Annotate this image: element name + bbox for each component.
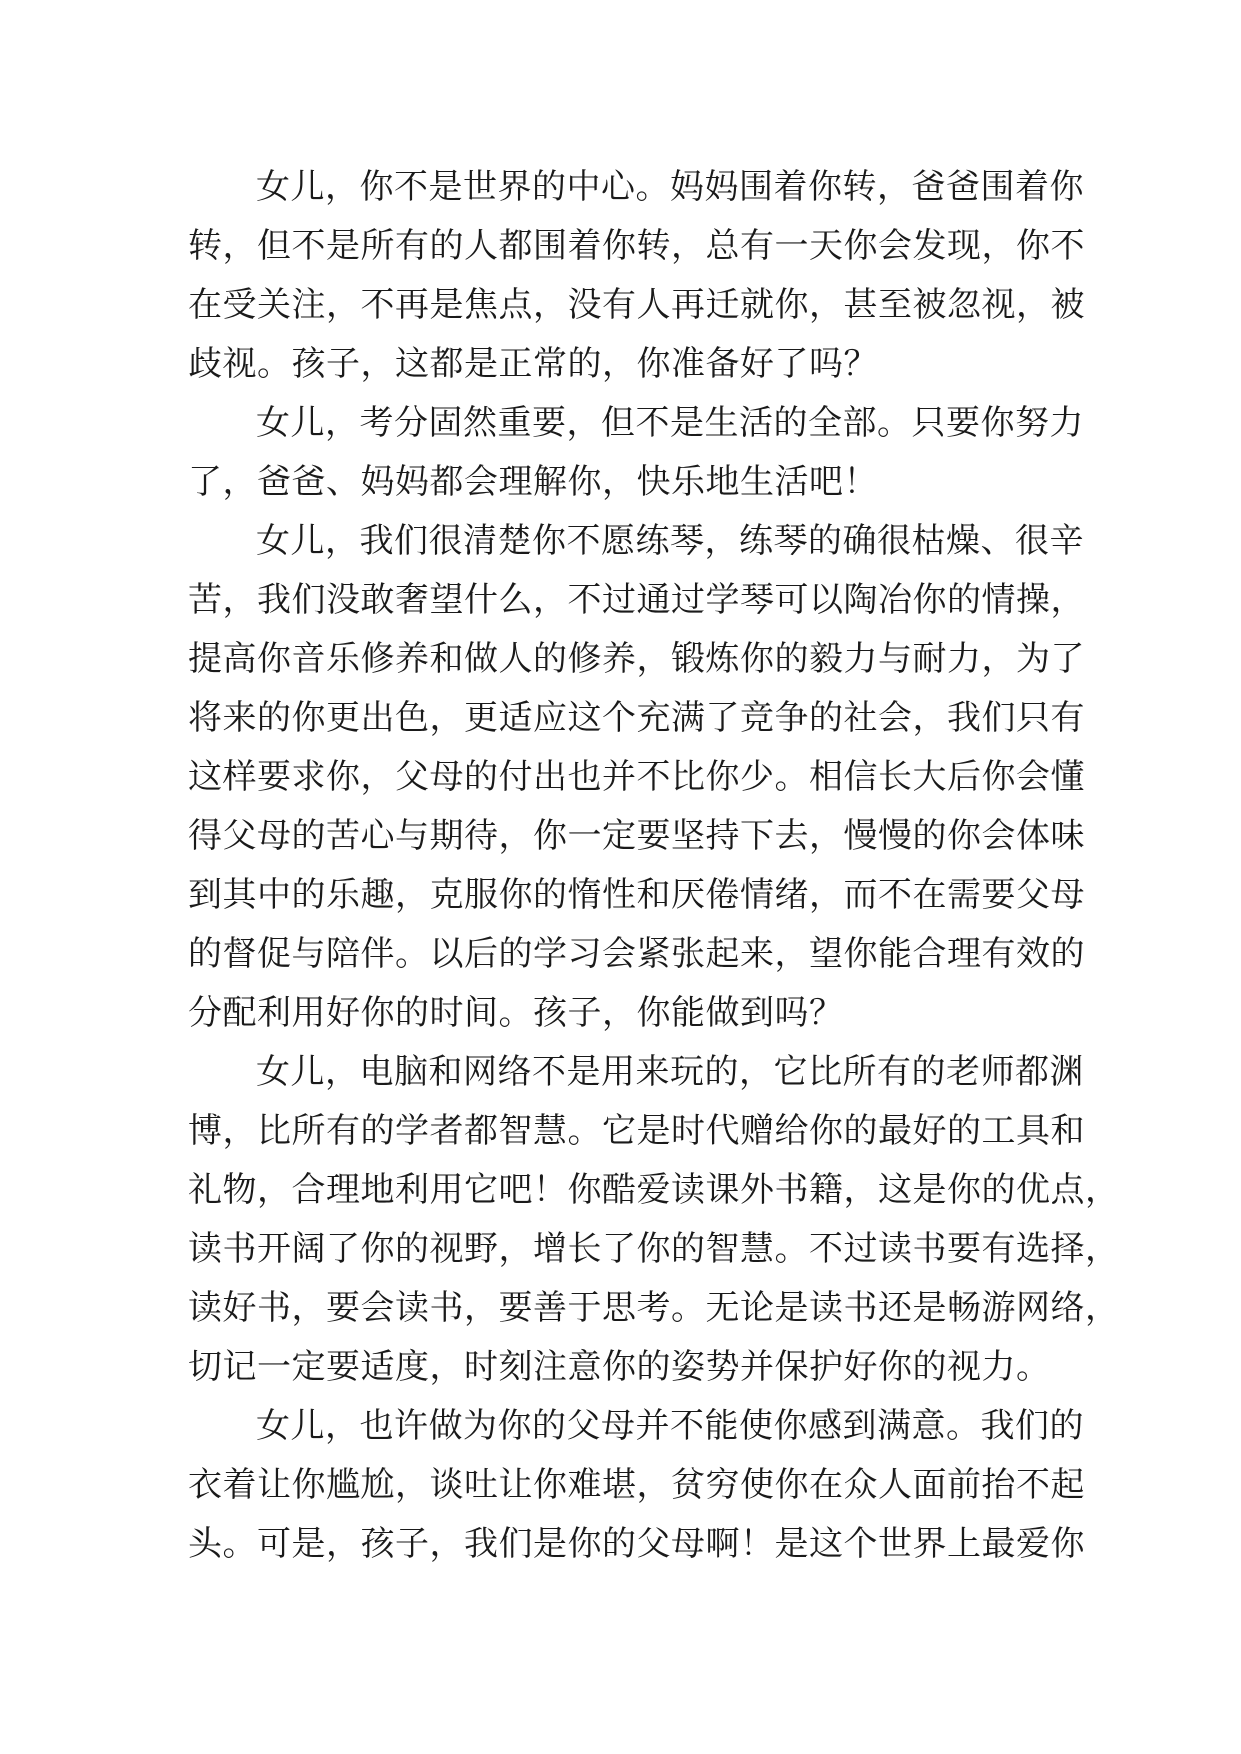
paragraph-3-line-3: 提高你音乐修养和做人的修养，锻炼你的毅力与耐力，为了 [188, 639, 1085, 679]
paragraph-3-line-1: 女儿，我们很清楚你不愿练琴，练琴的确很枯燥、很辛 [256, 521, 1084, 561]
paragraph-4-line-3: 礼物，合理地利用它吧！你酷爱读课外书籍，这是你的优点， [188, 1170, 1120, 1210]
paragraph-4-line-6: 切记一定要适度，时刻注意你的姿势并保护好你的视力。 [188, 1347, 1051, 1387]
paragraph-3-line-8: 的督促与陪伴。以后的学习会紧张起来，望你能合理有效的 [188, 934, 1085, 974]
letter-body [188, 158, 1120, 1574]
paragraph-2-line-1: 女儿，考分固然重要，但不是生活的全部。只要你努力 [256, 403, 1084, 443]
paragraph-3-line-6: 得父母的苦心与期待，你一定要坚持下去，慢慢的你会体味 [188, 816, 1085, 856]
paragraph-1-line-2: 转，但不是所有的人都围着你转，总有一天你会发现，你不 [188, 226, 1085, 266]
paragraph-5-line-3: 头。可是，孩子，我们是你的父母啊！是这个世界上最爱你 [188, 1524, 1085, 1564]
paragraph-5-line-2: 衣着让你尴尬，谈吐让你难堪，贫穷使你在众人面前抬不起 [188, 1465, 1085, 1505]
paragraph-1-line-3: 在受关注，不再是焦点，没有人再迁就你，甚至被忽视，被 [188, 285, 1085, 325]
paragraph-4-line-4: 读书开阔了你的视野，增长了你的智慧。不过读书要有选择， [188, 1229, 1120, 1269]
paragraph-1-line-4: 歧视。孩子，这都是正常的，你准备好了吗？ [188, 344, 878, 384]
paragraph-3-line-9: 分配利用好你的时间。孩子，你能做到吗？ [188, 993, 844, 1033]
paragraph-3-line-4: 将来的你更出色，更适应这个充满了竞争的社会，我们只有 [188, 698, 1085, 738]
paragraph-4-line-1: 女儿，电脑和网络不是用来玩的，它比所有的老师都渊 [256, 1052, 1084, 1092]
paragraph-3-line-7: 到其中的乐趣，克服你的惰性和厌倦情绪，而不在需要父母 [188, 875, 1085, 915]
paragraph-4-line-2: 博，比所有的学者都智慧。它是时代赠给你的最好的工具和 [188, 1111, 1085, 1151]
paragraph-2-line-2: 了，爸爸、妈妈都会理解你，快乐地生活吧！ [188, 462, 878, 502]
paragraph-1-line-1: 女儿，你不是世界的中心。妈妈围着你转，爸爸围着你 [256, 167, 1084, 207]
paragraph-3-line-2: 苦，我们没敢奢望什么，不过通过学琴可以陶冶你的情操， [188, 580, 1085, 620]
paragraph-4-line-5: 读好书，要会读书，要善于思考。无论是读书还是畅游网络， [188, 1288, 1120, 1328]
paragraph-5-line-1: 女儿，也许做为你的父母并不能使你感到满意。我们的 [256, 1406, 1084, 1446]
paragraph-3-line-5: 这样要求你，父母的付出也并不比你少。相信长大后你会懂 [188, 757, 1085, 797]
